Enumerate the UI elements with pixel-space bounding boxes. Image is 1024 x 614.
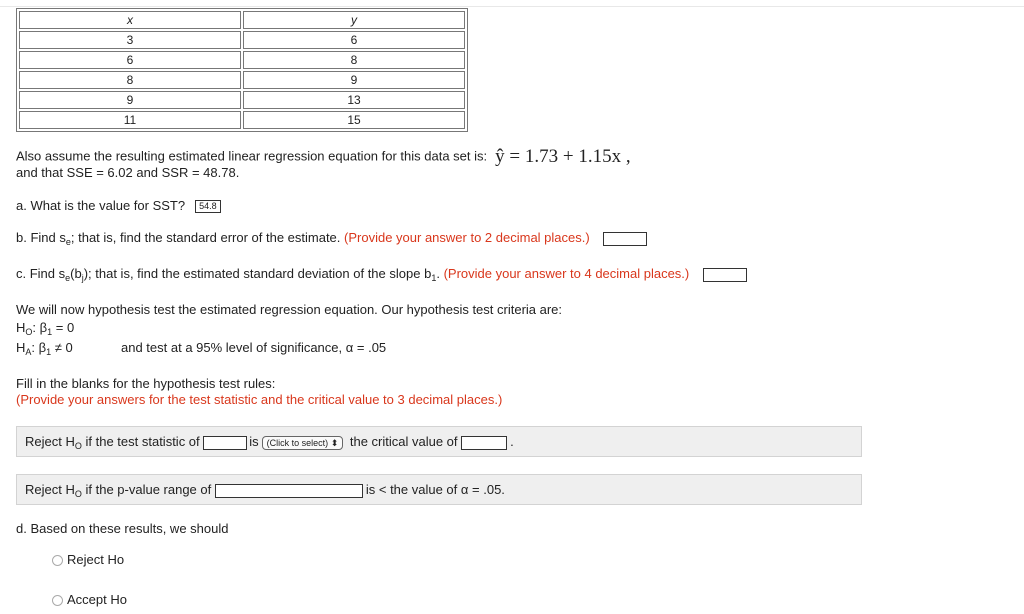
question-c bbox=[16, 266, 747, 282]
sst-answer-field[interactable]: 54.8 bbox=[195, 200, 221, 213]
ha-text: H bbox=[16, 340, 26, 355]
rule-1-end: . bbox=[510, 434, 514, 449]
radio-icon[interactable] bbox=[52, 595, 63, 606]
table-row bbox=[19, 51, 465, 69]
question-d: d. Based on these results, we should bbox=[16, 521, 229, 536]
rule-1 bbox=[25, 434, 514, 450]
subscript: O bbox=[25, 327, 33, 337]
rule-1-is: is bbox=[249, 434, 259, 449]
option-label: Accept Ho bbox=[67, 592, 127, 607]
null-hypothesis bbox=[16, 320, 74, 335]
column-header-x: x bbox=[19, 11, 241, 29]
rule-2 bbox=[25, 482, 505, 498]
table-cell-y: 6 bbox=[243, 31, 465, 49]
comparison-select[interactable] bbox=[262, 436, 344, 450]
option-accept-ho[interactable] bbox=[52, 592, 127, 607]
subscript: O bbox=[74, 441, 82, 451]
subscript: 1 bbox=[47, 327, 53, 337]
data-table bbox=[16, 8, 468, 132]
table-cell-y: 15 bbox=[243, 111, 465, 129]
select-value: (Click to select) bbox=[266, 437, 329, 448]
intro-line-2: and that SSE = 6.02 and SSR = 48.78. bbox=[16, 165, 240, 180]
subscript: e bbox=[65, 273, 71, 283]
question-b-label: b. Find s bbox=[16, 230, 66, 245]
question-c-label: c. Find s bbox=[16, 266, 66, 281]
table-row bbox=[19, 111, 465, 129]
table-row bbox=[19, 91, 465, 109]
question-c-text: ); that is, find the estimated standard deviation of the slope b bbox=[83, 266, 432, 281]
table-cell-x: 11 bbox=[19, 111, 241, 129]
standard-error-input[interactable] bbox=[603, 232, 647, 246]
question-c-text: (b bbox=[70, 266, 82, 281]
subscript: e bbox=[65, 237, 71, 247]
fill-hint: (Provide your answers for the test statistic and the critical value to 3 decimal places.) bbox=[16, 392, 503, 407]
table-cell-x: 9 bbox=[19, 91, 241, 109]
ha-text: : β bbox=[31, 340, 47, 355]
table-row bbox=[19, 71, 465, 89]
radio-icon[interactable] bbox=[52, 555, 63, 566]
option-reject-ho[interactable] bbox=[52, 552, 124, 567]
subscript: O bbox=[74, 489, 82, 499]
h0-text: : β bbox=[32, 320, 48, 335]
question-c-text: . bbox=[436, 266, 440, 281]
significance-level: and test at a 95% level of significance, α = .05 bbox=[121, 340, 387, 355]
select-arrow-icon: ⬍ bbox=[330, 437, 339, 448]
table-row bbox=[19, 31, 465, 49]
question-a bbox=[16, 198, 221, 213]
subscript: 1 bbox=[46, 347, 52, 357]
rule-2-text: is < the value of α = .05. bbox=[365, 482, 505, 497]
rule-1-text: the critical value of bbox=[346, 434, 462, 449]
subscript: j bbox=[81, 273, 84, 283]
hypothesis-intro: We will now hypothesis test the estimated regression equation. Our hypothesis test criteria are: bbox=[16, 302, 563, 317]
table-cell-y: 13 bbox=[243, 91, 465, 109]
table-cell-y: 8 bbox=[243, 51, 465, 69]
rule-2-text: if the p-value range of bbox=[81, 482, 215, 497]
subscript: 1 bbox=[431, 273, 437, 283]
intro-text: Also assume the resulting estimated linear regression equation for this data set is: bbox=[16, 148, 488, 164]
alternative-hypothesis bbox=[16, 340, 73, 355]
table-cell-x: 8 bbox=[19, 71, 241, 89]
question-b-text: ; that is, find the standard error of the estimate. bbox=[70, 230, 341, 245]
question-b-hint: (Provide your answer to 2 decimal places.) bbox=[344, 230, 590, 245]
regression-equation: ŷ = 1.73 + 1.15x , bbox=[495, 146, 631, 167]
subscript: A bbox=[25, 347, 32, 357]
test-statistic-input[interactable] bbox=[203, 436, 247, 450]
ha-text: ≠ 0 bbox=[51, 340, 73, 355]
h0-text: H bbox=[16, 320, 26, 335]
rule-1-text: if the test statistic of bbox=[81, 434, 204, 449]
rule-2-text: Reject H bbox=[25, 482, 75, 497]
option-label: Reject Ho bbox=[67, 552, 125, 567]
table-header-row bbox=[19, 11, 465, 29]
question-c-hint: (Provide your answer to 4 decimal places.) bbox=[443, 266, 690, 281]
rule-panel-p-value bbox=[16, 474, 862, 505]
rule-panel-test-statistic bbox=[16, 426, 862, 457]
question-a-label: a. What is the value for SST? bbox=[16, 198, 186, 213]
table-cell-x: 6 bbox=[19, 51, 241, 69]
rule-1-text: Reject H bbox=[25, 434, 75, 449]
p-value-range-input[interactable] bbox=[215, 484, 363, 498]
top-divider bbox=[0, 6, 1024, 7]
table-cell-y: 9 bbox=[243, 71, 465, 89]
slope-sd-input[interactable] bbox=[703, 268, 747, 282]
question-b bbox=[16, 230, 647, 246]
critical-value-input[interactable] bbox=[461, 436, 507, 450]
h0-text: = 0 bbox=[52, 320, 75, 335]
column-header-y: y bbox=[243, 11, 465, 29]
table-cell-x: 3 bbox=[19, 31, 241, 49]
fill-title: Fill in the blanks for the hypothesis test rules: bbox=[16, 376, 276, 391]
